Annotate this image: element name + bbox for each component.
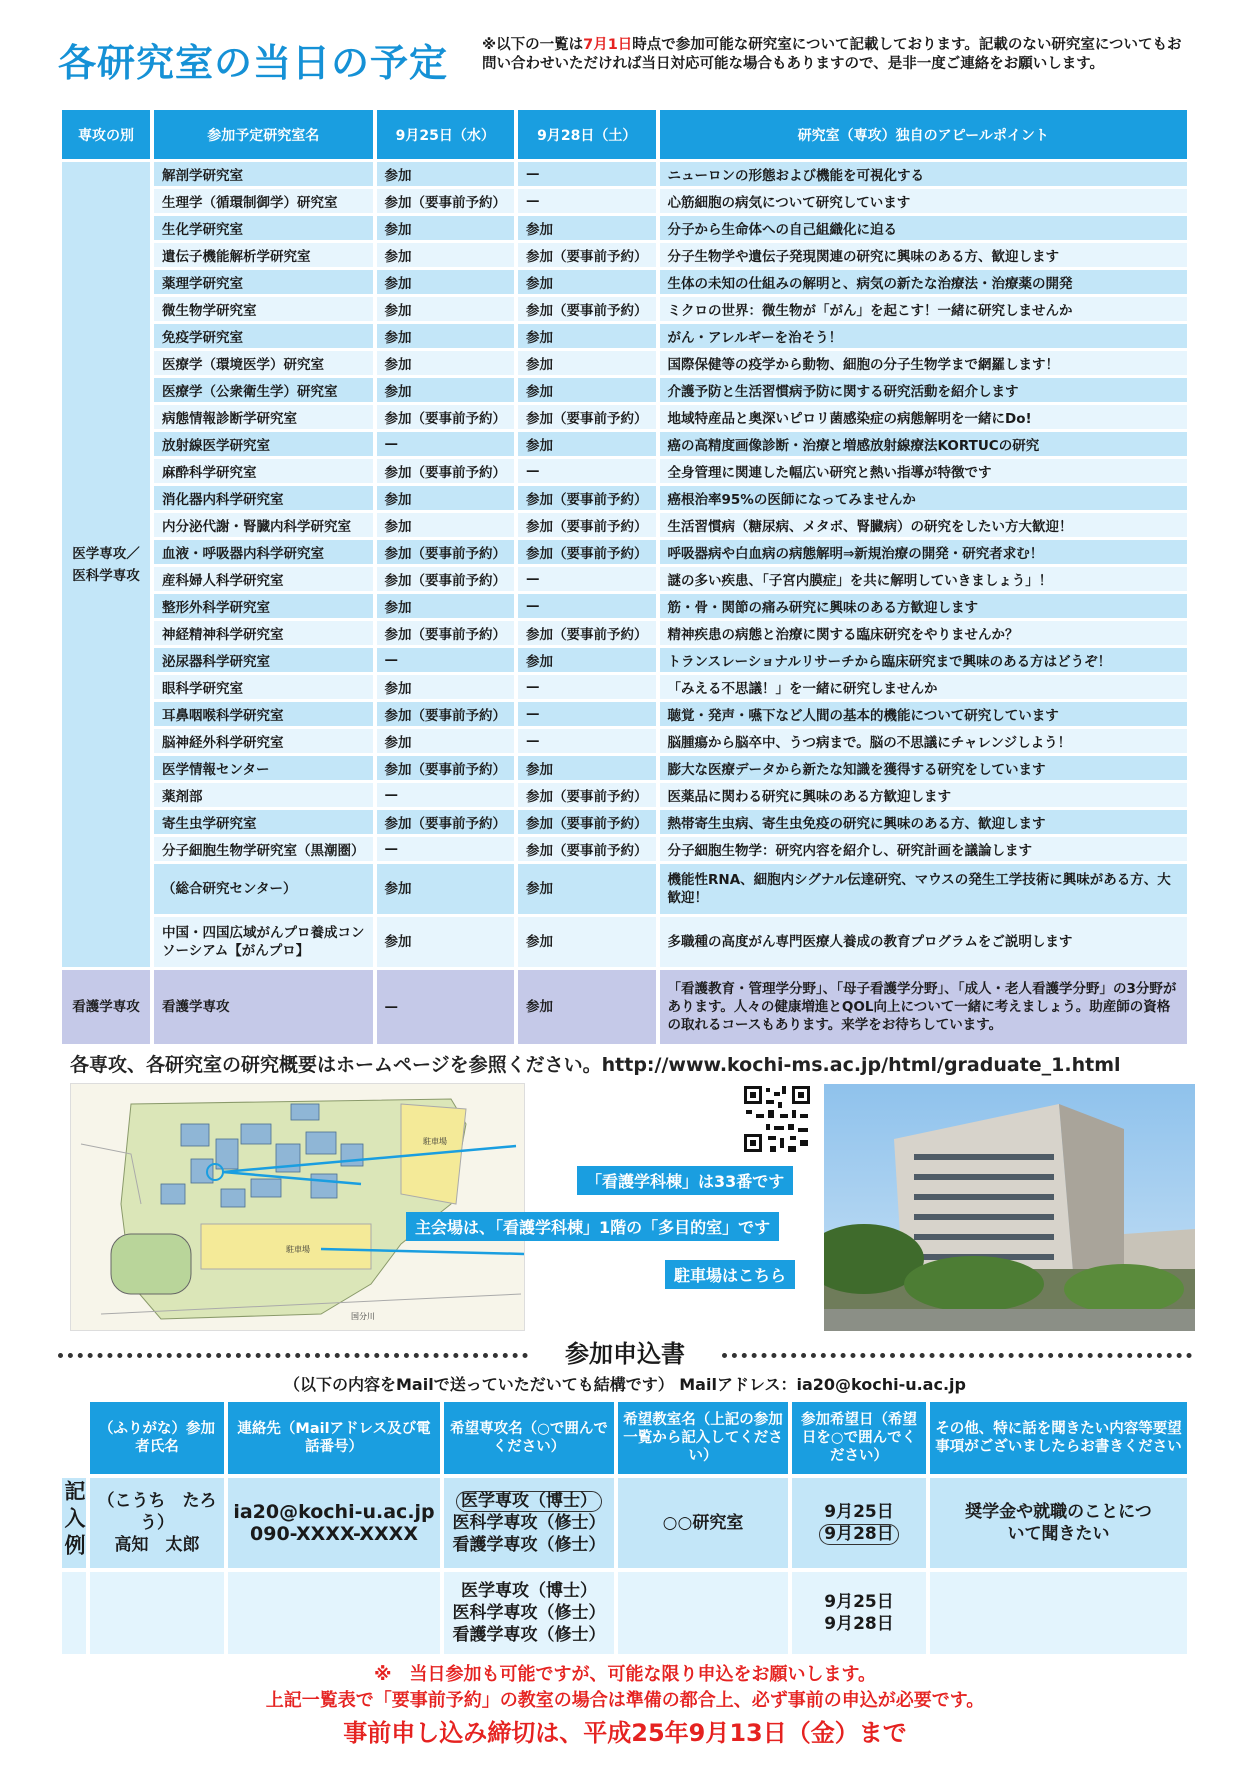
- date2-status: 参加（要事前予約）: [518, 837, 656, 861]
- form-subtitle: （以下の内容をMailで送っていただいても結構です） Mailアドレス：ia20@kochi-u.ac.jp: [284, 1375, 966, 1394]
- lab-row: [62, 675, 1187, 699]
- example-email: ia20@kochi-u.ac.jp: [233, 1501, 435, 1523]
- page-title: 各研究室の当日の予定: [58, 41, 449, 85]
- map-label-parking-2: 駐車場: [286, 1245, 310, 1254]
- nursing-row: [62, 970, 1187, 1044]
- callout-parking: 駐車場はこちら: [665, 1260, 795, 1289]
- date2-status: —: [518, 729, 656, 753]
- date1-status: —: [377, 648, 515, 672]
- date2-status: 参加（要事前予約）: [518, 297, 656, 321]
- form-header-major: 希望専攻名（○で囲んでください）: [444, 1402, 614, 1474]
- campus-map-drawing: [71, 1084, 525, 1331]
- date2-status: 参加（要事前予約）: [518, 783, 656, 807]
- form-header-date: 参加希望日（希望日を○で囲んでください）: [792, 1402, 926, 1474]
- date1-status: 参加: [377, 594, 515, 618]
- lab-name: 消化器内科学研究室: [154, 486, 373, 510]
- lab-schedule-table: [58, 107, 1191, 1047]
- lab-appeal: トランスレーショナルリサーチから臨床研究まで興味のある方はどうぞ！: [660, 648, 1188, 672]
- homepage-link-text: 各専攻、各研究室の研究概要はホームページを参照ください。http://www.kochi-ms.ac.jp/html/graduate_1.html: [70, 1054, 1121, 1076]
- lab-name: 生理学（循環制御学）研究室: [154, 189, 373, 213]
- date2-status: 参加（要事前予約）: [518, 810, 656, 834]
- lab-appeal: 癌の高精度画像診断・治療と増感放射線療法KORTUCの研究: [660, 432, 1188, 456]
- date2-status: 参加: [518, 864, 656, 914]
- date1-status: 参加: [377, 297, 515, 321]
- lab-row: [62, 243, 1187, 267]
- lab-row: [62, 351, 1187, 375]
- lab-name: 放射線医学研究室: [154, 432, 373, 456]
- lab-name: 薬理学研究室: [154, 270, 373, 294]
- date2-status: —: [518, 594, 656, 618]
- lab-name: 脳神経外科学研究室: [154, 729, 373, 753]
- group-nursing-major: 看護学専攻: [62, 970, 150, 1044]
- lab-name: 薬剤部: [154, 783, 373, 807]
- header-major: 専攻の別: [62, 110, 150, 159]
- example-major-2: 医科学専攻（修士）: [452, 1513, 606, 1533]
- lab-appeal: 生活習慣病（糖尿病、メタボ、腎臓病）の研究をしたい方大歓迎！: [660, 513, 1188, 537]
- example-date-cell: [792, 1478, 926, 1568]
- lab-name: 解剖学研究室: [154, 162, 373, 186]
- example-major-circled: 医学専攻（博士）: [456, 1491, 602, 1512]
- lab-appeal: 分子細胞生物学：研究内容を紹介し、研究計画を議論します: [660, 837, 1188, 861]
- lab-appeal: 生体の未知の仕組みの解明と、病気の新たな治療法・治療薬の開発: [660, 270, 1188, 294]
- lab-row: [62, 270, 1187, 294]
- form-header-room: 希望教室名（上記の参加一覧から記入してください）: [618, 1402, 788, 1474]
- lab-name: 看護学専攻: [154, 970, 373, 1044]
- lab-row: [62, 783, 1187, 807]
- lab-row: [62, 297, 1187, 321]
- lab-row: [62, 378, 1187, 402]
- lab-name: 医学情報センター: [154, 756, 373, 780]
- date2-status: —: [518, 162, 656, 186]
- lab-appeal: ニューロンの形態および機能を可視化する: [660, 162, 1188, 186]
- lab-name: 整形外科学研究室: [154, 594, 373, 618]
- lab-name: 耳鼻咽喉科学研究室: [154, 702, 373, 726]
- date1-status: 参加: [377, 675, 515, 699]
- date1-status: —: [377, 432, 515, 456]
- example-label: 記入例: [62, 1479, 86, 1561]
- lab-appeal: 分子生物学や遺伝子発現関連の研究に興味のある方、歓迎します: [660, 243, 1188, 267]
- lab-name: 血液・呼吸器内科学研究室: [154, 540, 373, 564]
- date2-status: 参加（要事前予約）: [518, 540, 656, 564]
- lab-name: 麻酔科学研究室: [154, 459, 373, 483]
- lab-name: 泌尿器科学研究室: [154, 648, 373, 672]
- date1-status: 参加: [377, 243, 515, 267]
- blank-date-1: 9月25日: [824, 1592, 894, 1612]
- date1-status: —: [377, 970, 515, 1044]
- date1-status: 参加: [377, 162, 515, 186]
- date2-status: 参加: [518, 970, 656, 1044]
- lab-name: 産科婦人科学研究室: [154, 567, 373, 591]
- building-photo: [824, 1084, 1195, 1331]
- callout-nursing-building: 「看護学科棟」は33番です: [577, 1166, 793, 1195]
- map-label-river: 国分川: [351, 1312, 375, 1321]
- date1-status: 参加（要事前予約）: [377, 189, 515, 213]
- lab-appeal: 謎の多い疾患、「子宮内膜症」を共に解明していきましょう」！: [660, 567, 1188, 591]
- lab-row: [62, 162, 1187, 186]
- footer-deadline: 事前申し込み締切は、平成25年9月13日（金）まで: [343, 1719, 907, 1747]
- date1-status: 参加: [377, 216, 515, 240]
- date2-status: 参加（要事前予約）: [518, 513, 656, 537]
- lab-name: 生化学研究室: [154, 216, 373, 240]
- form-corner: [62, 1402, 86, 1474]
- example-room: ○○研究室: [618, 1478, 788, 1568]
- group-medical-major: 医学専攻／医科学専攻: [62, 162, 150, 967]
- date1-status: 参加: [377, 378, 515, 402]
- date1-status: 参加（要事前予約）: [377, 567, 515, 591]
- date1-status: 参加（要事前予約）: [377, 540, 515, 564]
- campus-map: [70, 1083, 525, 1331]
- lab-appeal: 筋・骨・関節の痛み研究に興味のある方歓迎します: [660, 594, 1188, 618]
- lab-name: 遺伝子機能解析学研究室: [154, 243, 373, 267]
- lab-row: [62, 917, 1187, 967]
- lab-appeal: 国際保健等の疫学から動物、細胞の分子生物学まで網羅します！: [660, 351, 1188, 375]
- date1-status: 参加（要事前予約）: [377, 405, 515, 429]
- date2-status: 参加: [518, 324, 656, 348]
- lab-appeal: ミクロの世界：微生物が「がん」を起こす！一緒に研究しませんか: [660, 297, 1188, 321]
- example-request: 奨学金や就職のことについて聞きたい: [930, 1478, 1187, 1568]
- example-row: [62, 1478, 1187, 1568]
- date2-status: 参加: [518, 917, 656, 967]
- lab-appeal: 精神疾患の病態と治療に関する臨床研究をやりませんか？: [660, 621, 1188, 645]
- date1-status: 参加（要事前予約）: [377, 459, 515, 483]
- date1-status: —: [377, 783, 515, 807]
- date2-status: 参加（要事前予約）: [518, 405, 656, 429]
- lab-name: 医療学（環境医学）研究室: [154, 351, 373, 375]
- date2-status: —: [518, 459, 656, 483]
- date2-status: 参加: [518, 351, 656, 375]
- blank-major-1: 医学専攻（博士）: [461, 1581, 597, 1601]
- lab-row: [62, 432, 1187, 456]
- date2-status: 参加: [518, 378, 656, 402]
- lab-name: 内分泌代謝・腎臓内科学研究室: [154, 513, 373, 537]
- blank-room-field[interactable]: [618, 1572, 788, 1654]
- date1-status: 参加（要事前予約）: [377, 702, 515, 726]
- lab-appeal: 心筋細胞の病気について研究しています: [660, 189, 1188, 213]
- callout-main-venue: 主会場は、「看護学科棟」1階の「多目的室」です: [406, 1212, 779, 1241]
- date1-status: 参加: [377, 324, 515, 348]
- lab-appeal: 聴覚・発声・嚥下など人間の基本的機能について研究しています: [660, 702, 1188, 726]
- lab-row: [62, 567, 1187, 591]
- lab-row: [62, 837, 1187, 861]
- date2-status: —: [518, 675, 656, 699]
- footer-note-1: ※ 当日参加も可能ですが、可能な限り申込をお願いします。: [373, 1664, 877, 1685]
- date2-status: —: [518, 702, 656, 726]
- lab-row: [62, 540, 1187, 564]
- header-lab: 参加予定研究室名: [154, 110, 373, 159]
- date1-status: 参加: [377, 513, 515, 537]
- example-furigana: （こうち たろう）: [97, 1491, 217, 1533]
- date2-status: 参加: [518, 648, 656, 672]
- date2-status: 参加: [518, 432, 656, 456]
- lab-name: （総合研究センター）: [154, 864, 373, 914]
- lab-name: 分子細胞生物学研究室（黒潮圏）: [154, 837, 373, 861]
- lab-appeal: 地域特産品と奥深いピロリ菌感染症の病態解明を一緒にDo!: [660, 405, 1188, 429]
- lab-row: [62, 864, 1187, 914]
- lab-name: 中国・四国広域がんプロ養成コンソーシアム【がんプロ】: [154, 917, 373, 967]
- date1-status: —: [377, 837, 515, 861]
- example-major-cell: [444, 1478, 614, 1568]
- blank-date-2: 9月28日: [824, 1614, 894, 1634]
- date1-status: 参加（要事前予約）: [377, 756, 515, 780]
- date1-status: 参加（要事前予約）: [377, 810, 515, 834]
- header-date2: 9月28日（土）: [518, 110, 656, 159]
- blank-contact-field[interactable]: [228, 1572, 440, 1654]
- lab-name: 眼科学研究室: [154, 675, 373, 699]
- form-header-request: その他、特に話を聞きたい内容等要望事項がございましたらお書きください: [930, 1402, 1187, 1474]
- lab-row: [62, 459, 1187, 483]
- form-header-contact: 連絡先（Mailアドレス及び電話番号）: [228, 1402, 440, 1474]
- lab-name: 神経精神科学研究室: [154, 621, 373, 645]
- lab-appeal: 癌根治率95%の医師になってみませんか: [660, 486, 1188, 510]
- lab-row: [62, 648, 1187, 672]
- form-title: 参加申込書: [565, 1340, 685, 1368]
- blank-entry-row: [62, 1572, 1187, 1654]
- availability-note: ※以下の一覧は7月1日時点で参加可能な研究室について記載しております。記載のない研究室についてもお問い合わせいただければ当日対応可能な場合もありますので、是非一度ご連絡をお願いします。: [482, 37, 1182, 72]
- lab-appeal: 介護予防と生活習慣病予防に関する研究活動を紹介します: [660, 378, 1188, 402]
- lab-appeal: 「看護教育・管理学分野」、「母子看護学分野」、「成人・老人看護学分野」の3分野があります。人々の健康増進とQOL向上について一緒に考えましょう。助産師の資格の取れるコースもあります。来学をお待ちしています。: [660, 970, 1188, 1044]
- example-name: 高知 太郎: [114, 1535, 200, 1555]
- lab-row: [62, 729, 1187, 753]
- application-form-table: [58, 1398, 1191, 1658]
- date2-status: 参加（要事前予約）: [518, 486, 656, 510]
- date1-status: 参加: [377, 917, 515, 967]
- lab-name: 微生物学研究室: [154, 297, 373, 321]
- example-label-cell: [62, 1478, 86, 1568]
- qr-code-icon: [742, 1084, 812, 1154]
- qr-code[interactable]: [742, 1084, 812, 1154]
- lab-row: [62, 702, 1187, 726]
- date1-status: 参加: [377, 351, 515, 375]
- lab-row: [62, 405, 1187, 429]
- lab-row: [62, 810, 1187, 834]
- blank-name-field[interactable]: [90, 1572, 224, 1654]
- date2-status: 参加（要事前予約）: [518, 621, 656, 645]
- lab-name: 免疫学研究室: [154, 324, 373, 348]
- example-date-1: 9月25日: [824, 1502, 894, 1522]
- lab-row: [62, 513, 1187, 537]
- building-photo-drawing: [824, 1084, 1195, 1331]
- lab-row: [62, 324, 1187, 348]
- date1-status: 参加（要事前予約）: [377, 621, 515, 645]
- date2-status: —: [518, 567, 656, 591]
- lab-appeal: 医薬品に関わる研究に興味のある方歓迎します: [660, 783, 1188, 807]
- lab-appeal: がん・アレルギーを治そう！: [660, 324, 1188, 348]
- lab-row: [62, 189, 1187, 213]
- header-appeal: 研究室（専攻）独自のアピールポイント: [660, 110, 1188, 159]
- lab-row: [62, 621, 1187, 645]
- blank-major-2: 医科学専攻（修士）: [452, 1603, 606, 1623]
- blank-label-cell: [62, 1572, 86, 1654]
- date2-status: 参加（要事前予約）: [518, 243, 656, 267]
- lab-row: [62, 594, 1187, 618]
- lab-appeal: 膨大な医療データから新たな知識を獲得する研究をしています: [660, 756, 1188, 780]
- blank-date-field[interactable]: [792, 1572, 926, 1654]
- lab-name: 寄生虫学研究室: [154, 810, 373, 834]
- lab-row: [62, 756, 1187, 780]
- lab-appeal: 熱帯寄生虫病、寄生虫免疫の研究に興味のある方、歓迎します: [660, 810, 1188, 834]
- lab-name: 医療学（公衆衛生学）研究室: [154, 378, 373, 402]
- lab-appeal: 呼吸器病や白血病の病態解明⇒新規治療の開発・研究者求む！: [660, 540, 1188, 564]
- form-header-name: （ふりがな）参加者氏名: [90, 1402, 224, 1474]
- lab-appeal: 脳腫瘍から脳卒中、うつ病まで。脳の不思議にチャレンジしよう！: [660, 729, 1188, 753]
- blank-major-3: 看護学専攻（修士）: [452, 1625, 606, 1645]
- footer-note-2: 上記一覧表で「要事前予約」の教室の場合は準備の都合上、必ず事前の申込が必要です。: [265, 1690, 985, 1711]
- lab-name: 病態情報診断学研究室: [154, 405, 373, 429]
- blank-request-field[interactable]: [930, 1572, 1187, 1654]
- date1-status: 参加: [377, 864, 515, 914]
- header-date1: 9月25日（水）: [377, 110, 515, 159]
- example-name-cell: [90, 1478, 224, 1568]
- date1-status: 参加: [377, 729, 515, 753]
- date1-status: 参加: [377, 270, 515, 294]
- lab-appeal: 多職種の高度がん専門医療人養成の教育プログラムをご説明します: [660, 917, 1188, 967]
- lab-appeal: 分子から生命体への自己組織化に迫る: [660, 216, 1188, 240]
- lab-row: [62, 216, 1187, 240]
- lab-appeal: 機能性RNA、細胞内シグナル伝達研究、マウスの発生工学技術に興味がある方、大歓迎！: [660, 864, 1188, 914]
- example-date-circled: 9月28日: [819, 1524, 899, 1545]
- lab-appeal: 全身管理に関連した幅広い研究と熱い指導が特徴です: [660, 459, 1188, 483]
- date2-status: —: [518, 189, 656, 213]
- lab-row: [62, 486, 1187, 510]
- lab-appeal: 「みえる不思議！」を一緒に研究しませんか: [660, 675, 1188, 699]
- map-label-parking-1: 駐車場: [423, 1137, 447, 1146]
- date2-status: 参加: [518, 756, 656, 780]
- example-contact-cell: [228, 1478, 440, 1568]
- example-major-3: 看護学専攻（修士）: [452, 1535, 606, 1555]
- example-phone: 090-XXXX-XXXX: [250, 1523, 418, 1545]
- blank-major-field[interactable]: [444, 1572, 614, 1654]
- date2-status: 参加: [518, 270, 656, 294]
- date1-status: 参加: [377, 486, 515, 510]
- date2-status: 参加: [518, 216, 656, 240]
